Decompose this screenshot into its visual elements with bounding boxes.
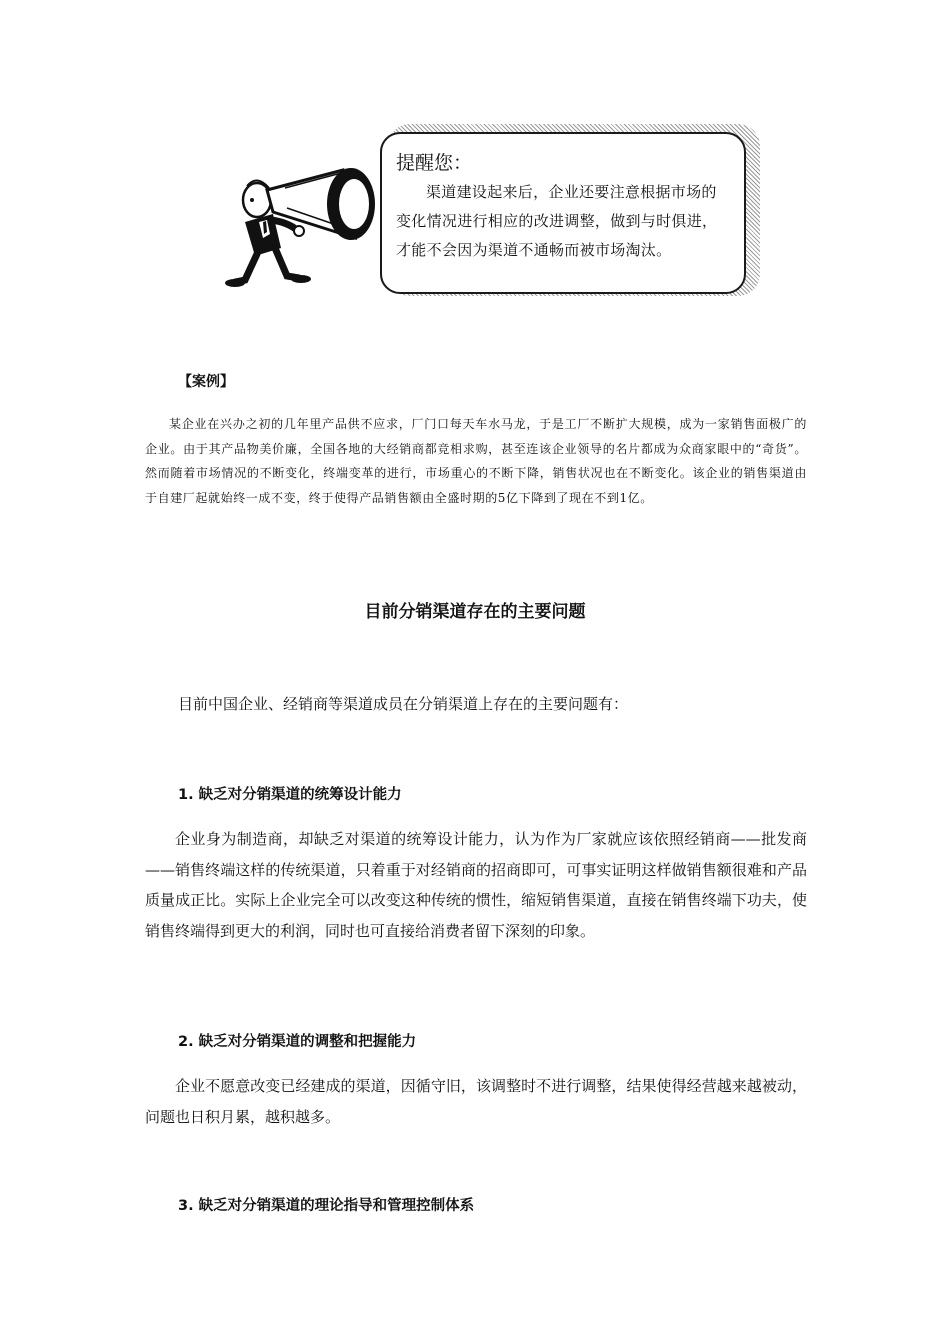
case-label: 【案例】: [178, 374, 234, 390]
reminder-callout: [215, 120, 775, 305]
case-text: 某企业在兴办之初的几年里产品供不应求，厂门口每天车水马龙，于是工厂不断扩大规模，成为一家销售面极广的企业。由于其产品物美价廉，全国各地的大经销商都竞相求购，甚至连该企业领导的名片都成为众商家眼中的“奇货”。然而随着市场情况的不断变化，终端变革的进行，市场重心的不断下降，销售状况也在不断变化。该企业的销售渠道由于自建厂起就始终一成不变，终于使得产品销售额由全盛时期的5亿下降到了现在不到1亿。: [145, 417, 807, 505]
issue-body: 企业身为制造商，却缺乏对渠道的统筹设计能力，认为作为厂家就应该依照经销商——批发商——销售终端这样的传统渠道，只着重于对经销商的招商即可，可事实证明这样做销售额很难和产品质量成正比。实际上企业完全可以改变这种传统的惯性，缩短销售渠道，直接在销售终端下功夫，使销售终端得到更大的利润，同时也可直接给消费者留下深刻的印象。: [145, 830, 807, 940]
reminder-body: 渠道建设起来后，企业还要注意根据市场的变化情况进行相应的改进调整，做到与时俱进，才能不会因为渠道不通畅而被市场淘汰。: [396, 183, 718, 259]
issue-heading: 3. 缺乏对分销渠道的理论指导和管理控制体系: [178, 1198, 475, 1214]
section-intro: 目前中国企业、经销商等渠道成员在分销渠道上存在的主要问题有：: [178, 695, 629, 713]
megaphone-man-illustration: [215, 160, 395, 290]
section-title: 目前分销渠道存在的主要问题: [364, 602, 586, 622]
issue-body: 企业不愿意改变已经建成的渠道，因循守旧，该调整时不进行调整，结果使得经营越来越被动，问题也日积月累，越积越多。: [145, 1077, 807, 1126]
issue-heading: 2. 缺乏对分销渠道的调整和把握能力: [178, 1034, 417, 1050]
issue-heading: 1. 缺乏对分销渠道的统筹设计能力: [178, 787, 402, 803]
reminder-title: 提醒您：: [396, 152, 473, 174]
reminder-bubble: [380, 132, 746, 294]
